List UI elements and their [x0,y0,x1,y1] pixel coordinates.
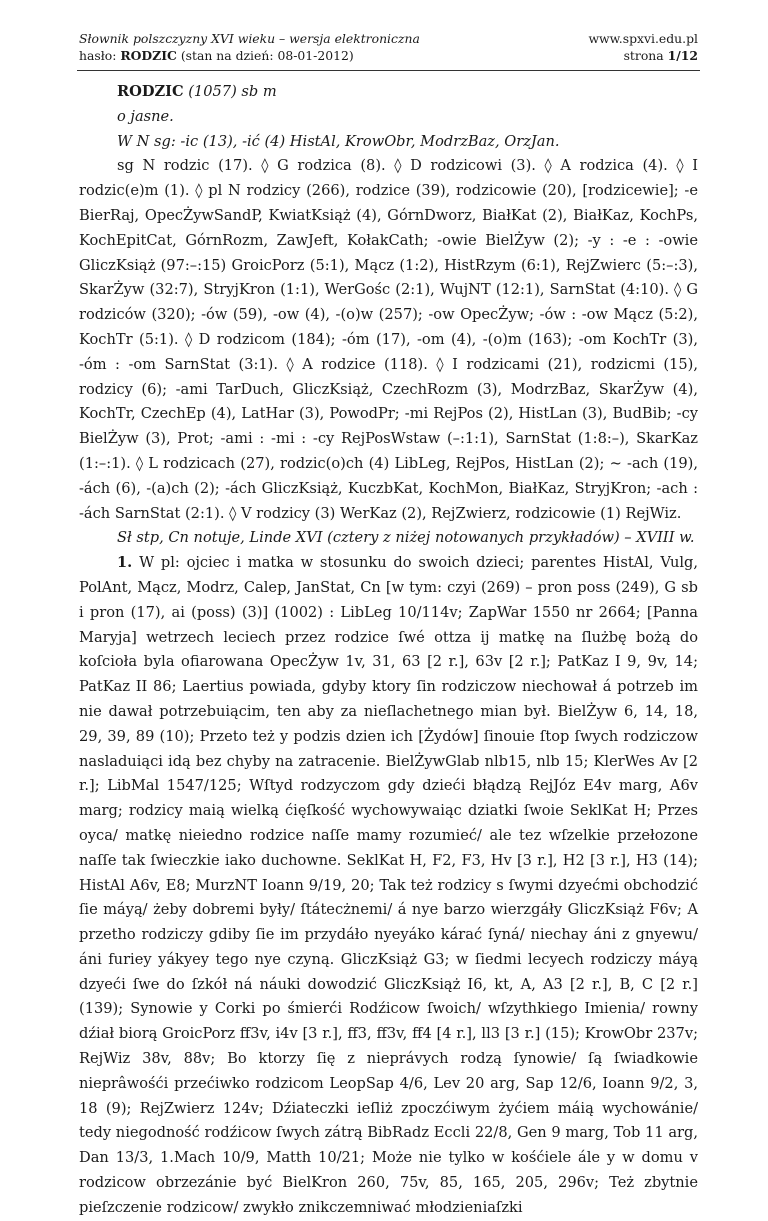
entry-label: hasło: [79,48,121,63]
head-count: (1057) [188,83,237,100]
header-divider [77,70,700,71]
sources-line [79,526,698,551]
entry-date: (stan na dzień: 08-01-2012) [176,48,354,63]
variants-line [79,130,698,155]
entry-headline [79,80,698,105]
head-word: RODZIC [117,83,184,100]
sense-1-text: W pl: ojciec i matka w stosunku do swoich dzieci; parentes HistAl, Vulg, PolAnt, Mącz, Modrz, Calep, JanStat, Cn [w tym: czyi (269) – pron poss (249), G sb i pron (17), ai (poss) (3)] (1002) : LibLeg 10/114v; ZapWar 1550 nr 2664; [Panna Maryja] wetrzech leciech przez rodzice ſwé ottza ij matkę na ſlużbę bożą do koſcioła byla ofiarowana OpecŻyw 1v, 31, 63 [2 r.], 63v [2 r.]; PatKaz I 9, 9v, 14; PatKaz II 86; Laertius powiada, gdyby ktory ſin rodziczow niechował á potrzeb im nie dawał potrzebuiącim, ten aby za nieſlachetnego mian był. BielŻyw 6, 14, 18, 29, 39, 89 (10); Przeto też y podzis dzien ich [Żydów] ſinouie ſtop ſwych rodziczow nasladuiąci idą bez chyby na zatracenie. BielŻywGlab nlb15, nlb 15; KlerWes Av [2 r.]; LibMal 1547/125; Wſtyd rodzyczom gdy dzieći błądzą RejJóz E4v marg, A6v marg; rodzicy maią wielką ćięſkość wychowywaiąc dziatki ſwoie SeklKat H; Przes oyca/ matkę nieiedno rodzice naſſe mamy rozumieć/ ale tez wſzelkie przełozone naſſe tak ſwieczkie iako duchowne. SeklKat H, F2, F3, Hv [3 r.], H2 [3 r.], H3 (14); HistAl A6v, E8; MurzNT Ioann 9/19, 20; Tak też rodzicy s ſwymi dzyećmi obchodzić ſie máyą/ żeby dobremi były/ ſtátecżnemi/ á nye barzo wierzgáły GliczKsiąż F6v; A przetho rodziczy gdiby ſie im przydáło nyeyáko kárać ſyná/ niechay áni z gnyewu/ áni furiey yákyey tego nye czyną. GliczKsiąż G3; w ſiedmi lecyech rodziczy máyą dzyeći ſwe do ſzkół ná náuki dowodzić GliczKsiąż I6, kt, A, A3 [2 r.], B, C [2 r.] (139); Synowie y Corki po śmierći Rodźicow ſwoich/ wſzythkiego Imienia/ rowny dźiał biorą GroicPorz ff3v, i4v [3 r.], ff3, ff3v, ff4 [4 r.], ll3 [3 r.] (15); KrowObr 237v; RejWiz 38v, 88v; Bo ktorzy ſię z nieprávych rodzą ſynowie/ ſą ſwiadkowie nieprâwośći przećiwko rodzicom LeopSap 4/6, Lev 20 arg, Sap 12/6, Ioann 9/2, 3, 18 (9); RejZwierz 124v; Dźiateczki ieſliż zpoczćiwym żyćiem máią wychowánie/ tedy niegodność rodźicow ſwych zátrą BibRadz Eccli 22/8, Gen 9 marg, Tob 11 arg, Dan 13/3, 1.Mach 10/9, Matth 10/21; Może nie tylko w kośćiele ále y w domu v rodzicow obrzezánie być BielKron 260, 75v, 85, 165, 205, 296v; Też zbytnie pieſzczenie rodzicow/ zwykło znikczemniwać młodzieniaſzki [79,554,698,1216]
site-url[interactable]: www.spxvi.edu.pl [588,31,698,46]
page-indicator [588,47,698,64]
sources-text: Sł stp, Cn notuje, Linde XVI (cztery z niżej notowanych przykładów) – XVIII w. [117,529,695,547]
entry-content [79,80,698,1221]
variants-text: W N sg: -ic (13), -ić (4) HistAl, KrowObr, ModrzBaz, OrzJan. [117,132,560,150]
dictionary-title [79,30,420,47]
header-left [79,30,420,64]
inflection-paragraph: sg N rodzic (17). ◊ G rodzica (8). ◊ D rodzicowi (3). ◊ A rodzica (4). ◊ I rodzic(e)m (1). ◊ pl N rodzicy (266), rodzice (39), rodzicowie (20), [rodzicewie]; -e BierRaj, OpecŻywSandP, KwiatKsiąż (4), GórnDworz, BiałKat (2), BiałKaz, KochPs, KochEpitCat, GórnRozm, ZawJeft, KołakCath; -owie BielŻyw (2); -y : -e : -owie GliczKsiąż (97:–:15) GroicPorz (5:1), Mącz (1:2), HistRzym (6:1), RejZwierc (5:–:3), SkarŻyw (32:7), StryjKron (1:1), WerGośc (2:1), WujNT (12:1), SarnStat (4:10). ◊ G rodziców (320); -ów (59), -ow (4), -(o)w (257); -ow OpecŻyw; -ów : -ow Mącz (5:2), KochTr (5:1). ◊ D rodzicom (184); -óm (17), -om (4), -(o)m (163); -om KochTr (3), -óm : -om SarnStat (3:1). ◊ A rodzice (118). ◊ I rodzicami (21), rodzicmi (15), rodzicy (6); -ami TarDuch, GliczKsiąż, CzechRozm (3), ModrzBaz, SkarŻyw (4), KochTr, CzechEp (4), LatHar (3), PowodPr; -mi RejPos (2), HistLan (3), BudBib; -cy BielŻyw (3), Prot; -ami : -mi : -cy RejPosWstaw (–:1:1), SarnStat (1:8:–), SkarKaz (1:–:1). ◊ L rodzicach (27), rodzic(o)ch (4) LibLeg, RejPos, HistLan (2); ~ -ach (19), -ách (6), -(a)ch (2); -ách GliczKsiąż, KuczbKat, KochMon, BiałKaz, StryjKron; -ach : -ách SarnStat (2:1). ◊ V rodzicy (3) WerKaz (2), RejZwierz, rodzicowie (1) RejWiz. [79,157,698,522]
dictionary-title-text: Słownik polszczyzny XVI wieku – wersja elektroniczna [79,31,420,46]
entry-status-line [79,47,420,64]
page-header [79,30,698,64]
pronunciation-note [79,105,698,130]
head-pos: sb m [241,83,277,100]
sense-1-paragraph [79,551,698,1221]
entry-word: RODZIC [120,48,177,63]
page-label: strona [623,48,668,63]
pronunciation-text: o jasne. [117,107,174,125]
header-right [588,30,698,64]
page-number: 1/12 [667,48,698,63]
sense-number: 1. [117,554,133,572]
